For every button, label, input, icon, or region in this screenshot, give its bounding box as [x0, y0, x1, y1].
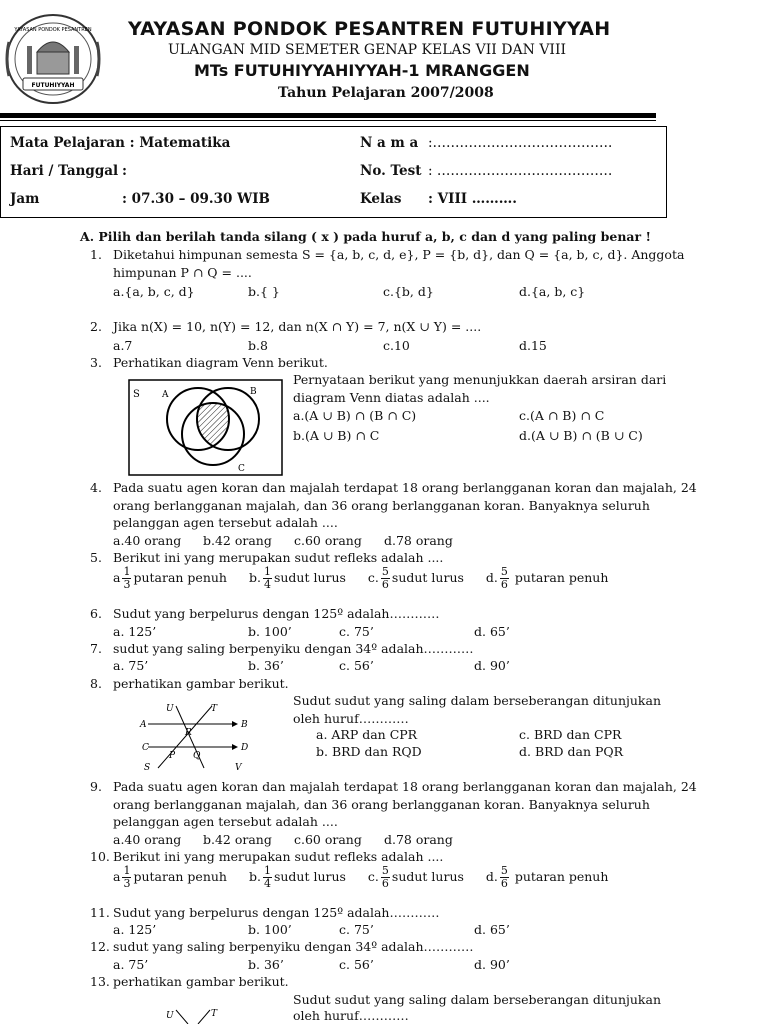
logo-text-bottom: FUTUHIYYAH	[31, 82, 75, 89]
q4-text-1: Pada suatu agen koran dan majalah terdapat 18 orang berlangganan koran dan majalah, 24	[113, 480, 697, 495]
info-time-label: Jam	[10, 191, 40, 207]
venn-diagram	[128, 379, 283, 476]
q1-option-b: b.{ }	[248, 284, 280, 299]
q9-option-a: a.40 orang	[113, 832, 182, 847]
q6-number: 6.	[90, 606, 102, 621]
q10-option-a: a $\frac{1}{3}$ putaran penuh	[113, 864, 227, 890]
q9-text-3: pelanggan agen tersebut adalah ....	[113, 814, 338, 829]
transversal-figure-2	[158, 1004, 228, 1024]
q12-text: sudut yang saling berpenyiku dengan 34º adalah…………	[113, 939, 474, 954]
venn-label-s: S	[133, 389, 140, 400]
q12-number: 12.	[90, 939, 110, 954]
q1-option-a: a.{a, b, c, d}	[113, 284, 195, 299]
info-subject: Mata Pelajaran : Matematika	[10, 135, 231, 151]
q1-option-c: c.{b, d}	[383, 284, 434, 299]
q8-text: perhatikan gambar berikut.	[113, 676, 289, 691]
q9-option-c: c.60 orang	[294, 832, 362, 847]
q3-option-d: d.(A ∪ B) ∩ (B ∪ C)	[519, 428, 643, 443]
q2-number: 2.	[90, 319, 102, 334]
fig-label-s: S	[144, 763, 151, 773]
q10-number: 10.	[90, 849, 110, 864]
transversal-figure	[138, 700, 258, 774]
header-rule-thin	[0, 120, 656, 121]
q5-number: 5.	[90, 550, 102, 565]
q8-option-a: a. ARP dan CPR	[316, 727, 418, 742]
q13-text: perhatikan gambar berikut.	[113, 974, 289, 989]
q13-stem-2: oleh huruf…………	[293, 1008, 409, 1023]
venn-label-a: A	[162, 390, 169, 400]
q12-option-d: d. 90’	[474, 957, 510, 972]
fig-label-b: B	[241, 720, 248, 730]
q6-option-a: a. 125’	[113, 624, 157, 639]
q4-text-2: orang berlangganan majalah, dan 36 orang berlangganan koran. Banyaknya seluruh	[113, 498, 650, 513]
fig-label-u: U	[166, 704, 174, 714]
q10-option-b: b. $\frac{1}{4}$ sudut lurus	[248, 864, 346, 890]
q11-text: Sudut yang berpelurus dengan 125º adalah…………	[113, 905, 440, 920]
q7-text: sudut yang saling berpenyiku dengan 34º adalah…………	[113, 641, 474, 656]
q13-stem-1: Sudut sudut yang saling dalam berseberangan ditunjukan	[293, 992, 662, 1007]
fig-label-q: Q	[193, 751, 201, 761]
info-class-value: : VIII ……….	[428, 191, 518, 207]
q5-option-c: c. $\frac{5}{6}$ sudut lurus	[367, 565, 464, 591]
venn-label-c: C	[238, 464, 245, 474]
school-logo	[3, 12, 103, 106]
q12-option-a: a. 75’	[113, 957, 149, 972]
q4-option-d: d.78 orang	[384, 533, 453, 548]
q12-option-b: b. 36’	[248, 957, 284, 972]
q3-option-b: b.(A ∪ B) ∩ C	[293, 428, 380, 443]
info-day-label: Hari / Tanggal	[10, 163, 119, 179]
q1-number: 1.	[90, 247, 102, 262]
q3-number: 3.	[90, 355, 102, 370]
q9-option-d: d.78 orang	[384, 832, 453, 847]
fig2-label-u: U	[166, 1011, 174, 1021]
q2-option-d: d.15	[519, 338, 547, 353]
q5-option-d: d. $\frac{5}{6}$ putaran penuh	[485, 565, 609, 591]
header-foundation: YAYASAN PONDOK PESANTREN FUTUHIYYAH	[128, 18, 611, 40]
q8-option-b: b. BRD dan RQD	[316, 744, 422, 759]
fig-label-r: R	[185, 728, 192, 738]
section-a-instruction: A. Pilih dan berilah tanda silang ( x ) pada huruf a, b, c dan d yang paling benar !	[80, 229, 651, 244]
q10-options	[113, 865, 608, 890]
fig-label-c: C	[142, 743, 149, 753]
q11-option-d: d. 65’	[474, 922, 510, 937]
q5-option-a: a $\frac{1}{3}$ putaran penuh	[113, 565, 227, 591]
logo-text-top: YAYASAN PONDOK PESANTREN	[14, 27, 92, 33]
q2-option-a: a.7	[113, 338, 133, 353]
header-exam: ULANGAN MID SEMETER GENAP KELAS VII DAN VIII	[168, 42, 567, 58]
q5-option-b: b. $\frac{1}{4}$ sudut lurus	[248, 565, 346, 591]
q2-text: Jika n(X) = 10, n(Y) = 12, dan n(X ∩ Y) = 7, n(X ∪ Y) = ....	[113, 319, 482, 334]
q2-option-b: b.8	[248, 338, 268, 353]
q6-option-b: b. 100’	[248, 624, 292, 639]
info-class-label: Kelas	[360, 191, 402, 207]
q3-option-a: a.(A ∪ B) ∩ (B ∩ C)	[293, 408, 417, 423]
header-rule	[0, 113, 656, 118]
q4-number: 4.	[90, 480, 102, 495]
q12-option-c: c. 56’	[339, 957, 374, 972]
q6-option-d: d. 65’	[474, 624, 510, 639]
fig-label-a: A	[140, 720, 147, 730]
q11-option-c: c. 75’	[339, 922, 374, 937]
q11-option-a: a. 125’	[113, 922, 157, 937]
fig-label-t: T	[211, 704, 218, 714]
q13-number: 13.	[90, 974, 110, 989]
q4-option-c: c.60 orang	[294, 533, 362, 548]
q2-option-c: c.10	[383, 338, 410, 353]
header-school: MTs FUTUHIYYAHIYYAH-1 MRANGGEN	[194, 61, 530, 80]
q6-option-c: c. 75’	[339, 624, 374, 639]
q4-text-3: pelanggan agen tersebut adalah ....	[113, 515, 338, 530]
q9-option-b: b.42 orang	[203, 832, 272, 847]
header-year: Tahun Pelajaran 2007/2008	[278, 85, 494, 101]
q8-stem-1: Sudut sudut yang saling dalam berseberangan ditunjukan	[293, 693, 662, 708]
q4-option-b: b.42 orang	[203, 533, 272, 548]
q10-option-c: c. $\frac{5}{6}$ sudut lurus	[367, 864, 464, 890]
q9-text-1: Pada suatu agen koran dan majalah terdapat 18 orang berlangganan koran dan majalah, 24	[113, 779, 697, 794]
q11-number: 11.	[90, 905, 110, 920]
info-name-label: N a m a	[360, 135, 419, 151]
q1-option-d: d.{a, b, c}	[519, 284, 586, 299]
q7-option-d: d. 90’	[474, 658, 510, 673]
q7-number: 7.	[90, 641, 102, 656]
venn-label-b: B	[250, 387, 257, 397]
info-test-value: : …………………………………	[428, 163, 613, 179]
fig-label-d: D	[241, 743, 249, 753]
q11-option-b: b. 100’	[248, 922, 292, 937]
fig2-label-t: T	[211, 1009, 218, 1019]
q3-stem-1: Pernyataan berikut yang menunjukkan daerah arsiran dari	[293, 372, 667, 387]
q7-option-c: c. 56’	[339, 658, 374, 673]
q8-stem-2: oleh huruf…………	[293, 711, 409, 726]
fig-label-p: P	[169, 751, 176, 761]
info-test-label: No. Test	[360, 163, 422, 179]
q8-option-d: d. BRD dan PQR	[519, 744, 624, 759]
q3-text: Perhatikan diagram Venn berikut.	[113, 355, 328, 370]
q5-options	[113, 566, 608, 591]
q4-option-a: a.40 orang	[113, 533, 182, 548]
q9-text-2: orang berlangganan majalah, dan 36 orang berlangganan koran. Banyaknya seluruh	[113, 797, 650, 812]
q10-option-d: d. $\frac{5}{6}$ putaran penuh	[485, 864, 609, 890]
q8-option-c: c. BRD dan CPR	[519, 727, 622, 742]
info-time-value: : 07.30 – 09.30 WIB	[122, 191, 270, 207]
q1-text-2: himpunan P ∩ Q = ....	[113, 265, 252, 280]
q9-number: 9.	[90, 779, 102, 794]
q3-stem-2: diagram Venn diatas adalah ....	[293, 390, 490, 405]
q7-option-a: a. 75’	[113, 658, 149, 673]
q5-text: Berikut ini yang merupakan sudut refleks adalah ....	[113, 550, 444, 565]
fig-label-v: V	[235, 763, 242, 773]
q8-number: 8.	[90, 676, 102, 691]
q3-option-c: c.(A ∩ B) ∩ C	[519, 408, 605, 423]
info-name-value: :………………………………….	[428, 135, 613, 151]
q1-text-1: Diketahui himpunan semesta S = {a, b, c, d, e}, P = {b, d}, dan Q = {a, b, c, d}. Anggota	[113, 247, 685, 262]
q7-option-b: b. 36’	[248, 658, 284, 673]
q6-text: Sudut yang berpelurus dengan 125º adalah…………	[113, 606, 440, 621]
q10-text: Berikut ini yang merupakan sudut refleks adalah ....	[113, 849, 444, 864]
info-day-value: :	[122, 163, 127, 179]
